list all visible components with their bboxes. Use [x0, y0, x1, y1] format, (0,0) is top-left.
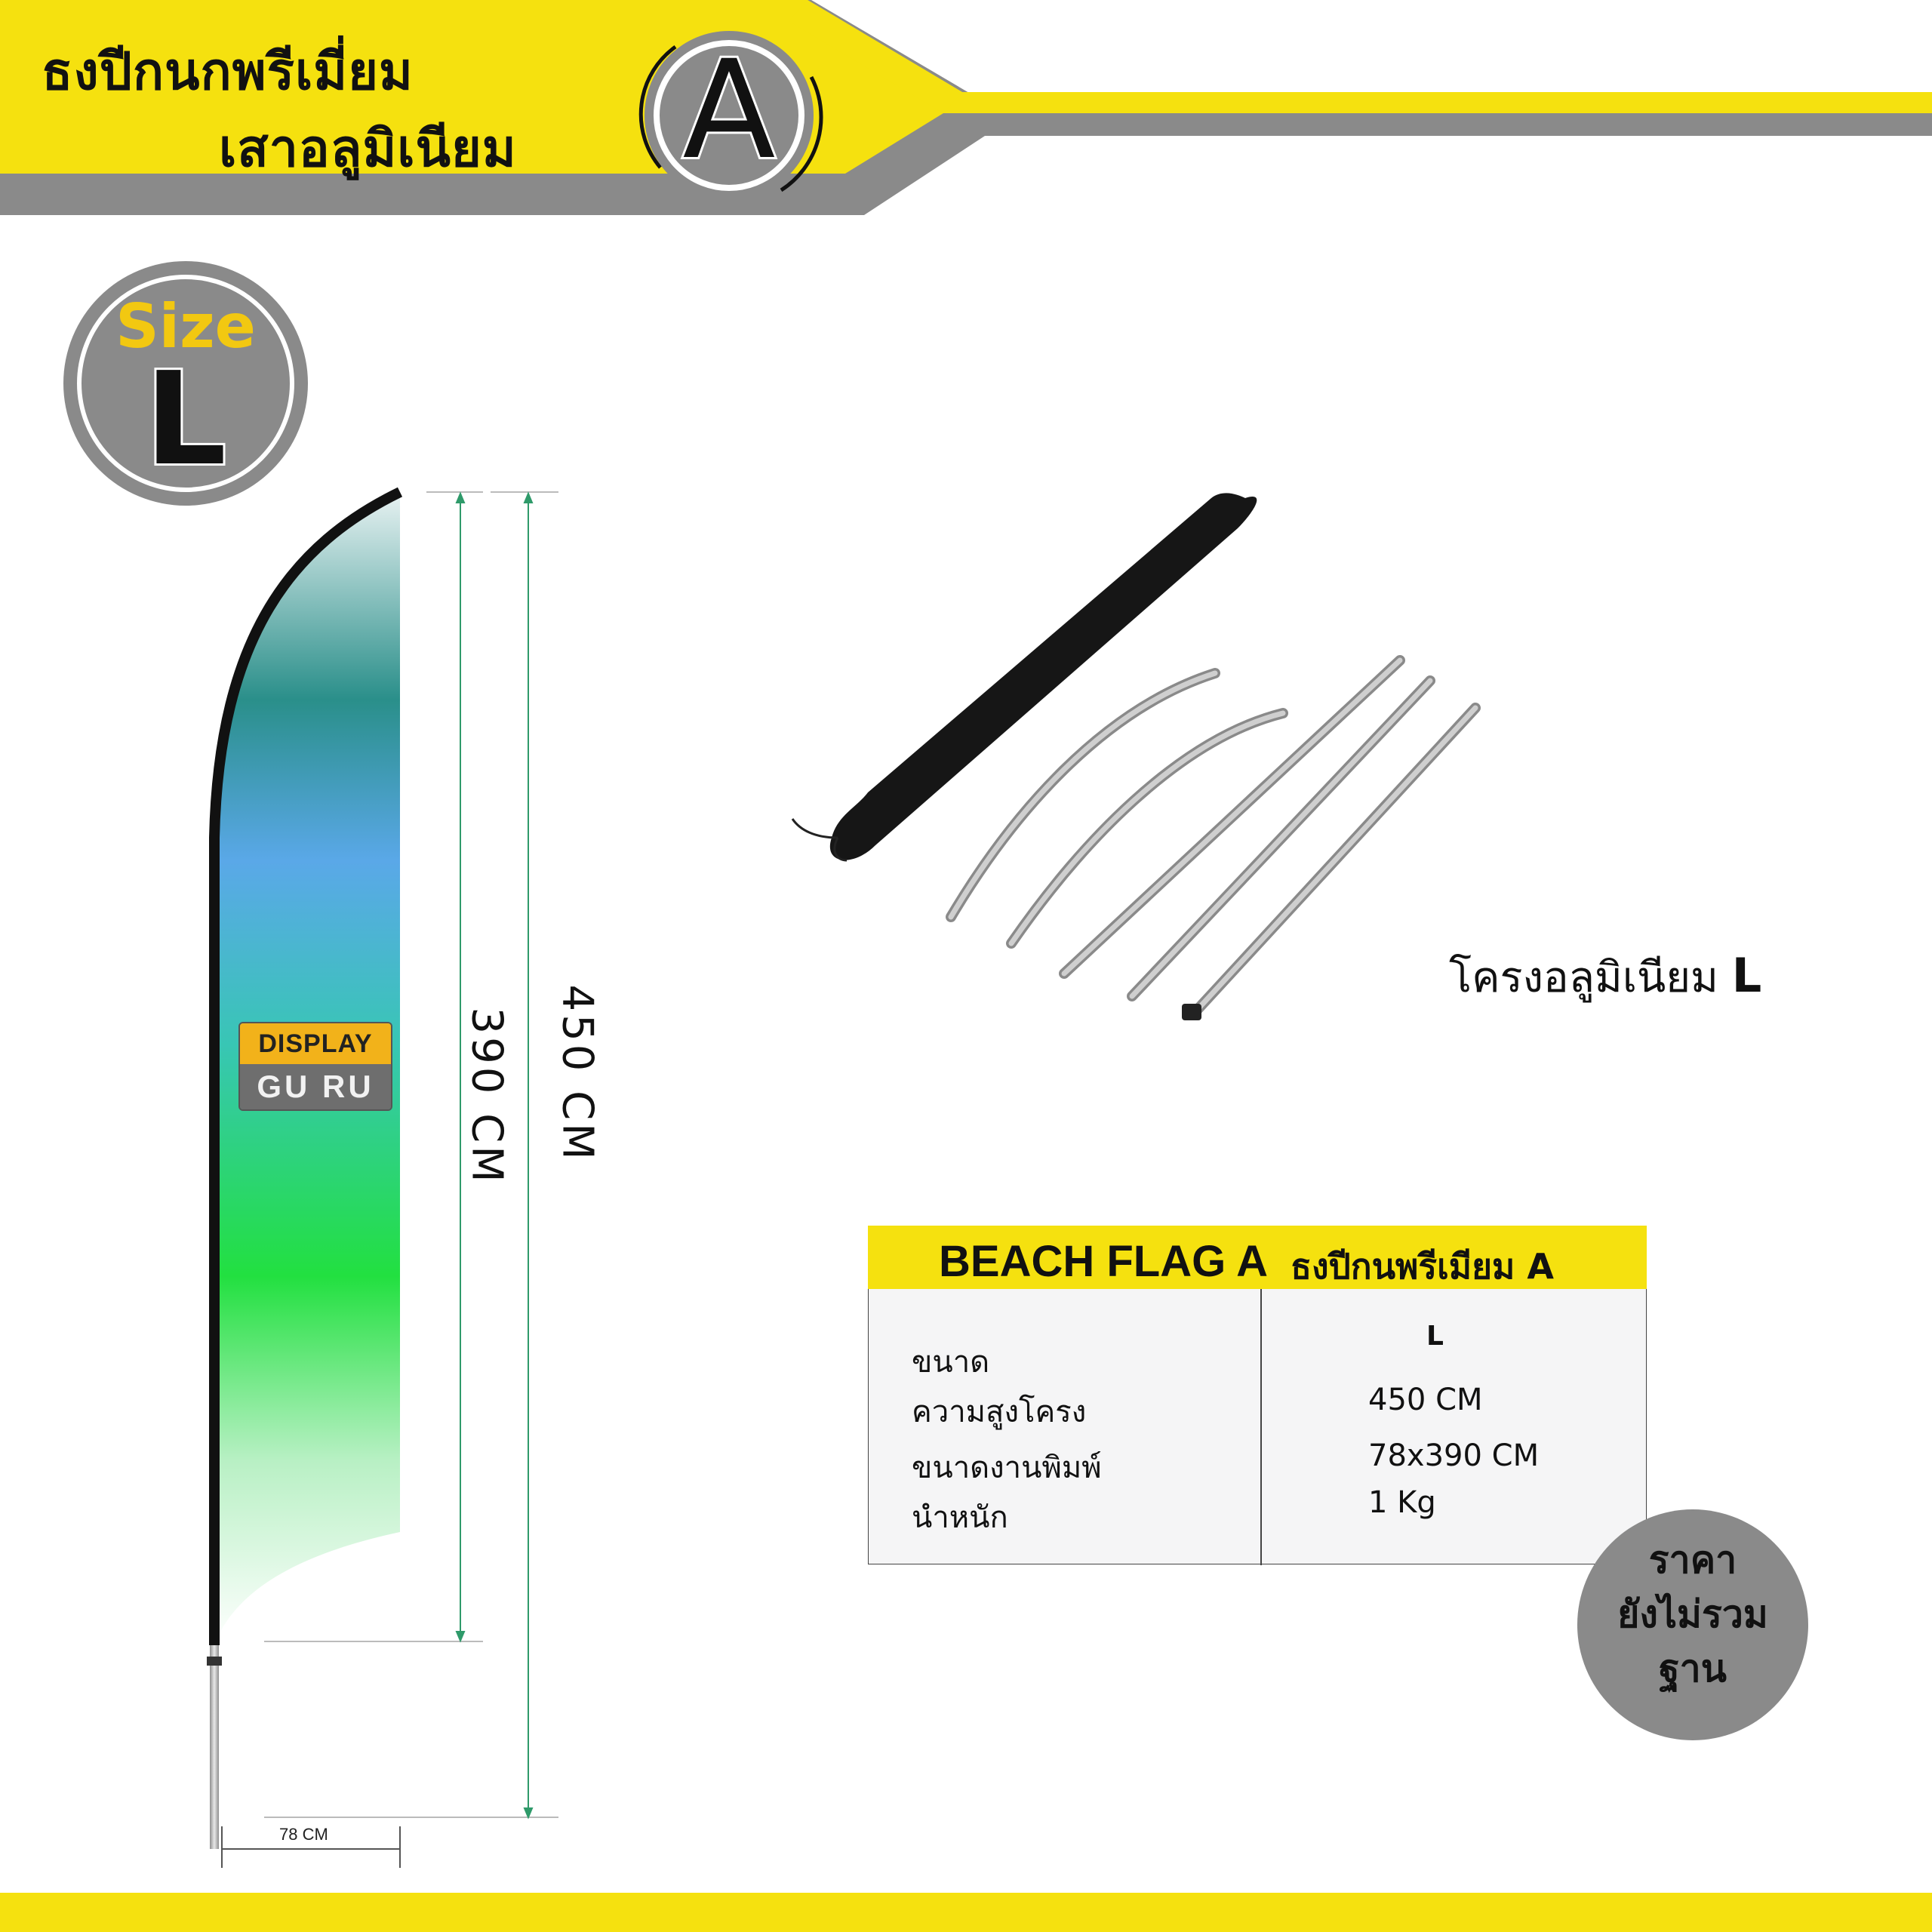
price-note-line3: ฐาน — [1659, 1647, 1727, 1690]
size-badge-label: Size — [115, 291, 256, 361]
header-title-line2: เสาอลูมิเนียม — [219, 119, 517, 179]
flag-width-label: 78 CM — [279, 1825, 328, 1844]
spec-table — [868, 1226, 1647, 1565]
logo-top-text: DISPLAY — [240, 1023, 391, 1064]
spec-label-print-size: ขนาดงานพิมพ์ — [912, 1451, 1102, 1485]
frame-caption — [1449, 943, 1761, 1011]
spec-label-size: ขนาด — [912, 1345, 990, 1380]
header-title-line1: ธงปีกนกพรีเมี่ยม — [42, 42, 414, 102]
spec-header — [868, 1226, 1647, 1289]
price-note-badge — [1577, 1509, 1808, 1740]
size-badge-value: L — [144, 345, 227, 494]
spec-divider — [1260, 1289, 1262, 1565]
curved-pole-2 — [1011, 713, 1283, 943]
flag-illustration — [204, 483, 611, 1872]
logo-bottom-text: GU RU — [240, 1064, 391, 1109]
model-badge-letter: A — [682, 32, 776, 189]
spec-label-weight: นำหนัก — [912, 1500, 1008, 1535]
spec-value-size: L — [1426, 1321, 1444, 1352]
price-note-line1: ราคา — [1648, 1538, 1737, 1582]
model-a-badge — [630, 17, 828, 214]
footer-stripe — [0, 1893, 1932, 1932]
spec-value-print-size: 78x390 CM — [1368, 1438, 1540, 1473]
display-guru-logo — [238, 1022, 392, 1111]
spec-label-frame-height: ความสูงโครง — [912, 1395, 1087, 1429]
spec-header-en: BEACH FLAG A — [939, 1237, 1269, 1286]
frame-caption-text: โครงอลูมิเนียม — [1449, 953, 1718, 1002]
spec-value-weight: 1 Kg — [1368, 1485, 1436, 1520]
spec-header-th: ธงปีกนพรีเมียม A — [1291, 1246, 1554, 1287]
total-height-label: 450 CM — [552, 984, 602, 1163]
flag-ground-pole — [210, 1645, 219, 1849]
print-height-label: 390 CM — [462, 1007, 512, 1186]
frame-caption-size: L — [1731, 948, 1762, 1003]
spec-value-frame-height: 450 CM — [1368, 1383, 1483, 1417]
size-badge — [63, 261, 308, 506]
price-note-line2: ยังไม่รวม — [1617, 1592, 1768, 1636]
